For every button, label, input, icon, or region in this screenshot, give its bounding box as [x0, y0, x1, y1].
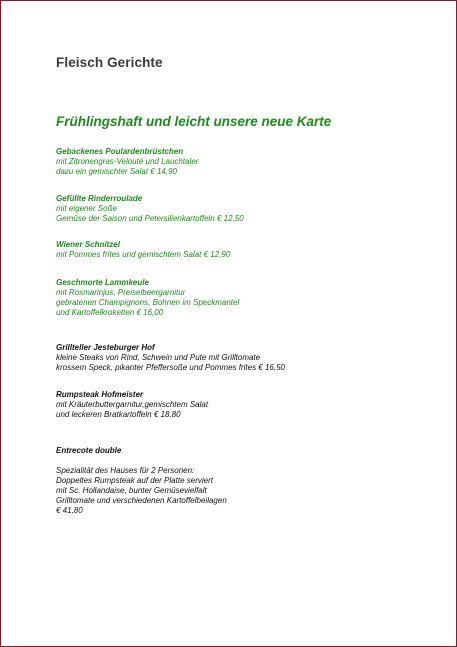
dish-description: mit Pommes frites und gemischtem Salat € 12,90 [56, 250, 231, 259]
dish-description: Gemüse der Saison und Petersilienkartoffeln € 12,50 [56, 214, 244, 223]
dish-grillteller [56, 343, 285, 373]
dish-entrecote [56, 446, 227, 516]
dish-name: Entrecote double [56, 446, 122, 455]
dish-rumpsteak [56, 390, 208, 420]
dish-name: Geschmorte Lammkeule [56, 278, 149, 287]
dish-poulardenbruestchen [56, 147, 198, 177]
dish-description: mit Rosmarinjus, Preiselbeergarnitur [56, 288, 186, 297]
dish-description: und leckeren Bratkartoffeln € 18,80 [56, 410, 181, 419]
dish-description: Spezialität des Hauses für 2 Personen: [56, 466, 195, 475]
dish-name: Grillteller Jesteburger Hof [56, 343, 155, 352]
dish-description: krossem Speck, pikanter Pfeffersoße und Pommes frites € 16,50 [56, 363, 285, 372]
dish-wiener-schnitzel [56, 240, 230, 260]
dish-description: dazu ein gemischter Salat € 14,90 [56, 167, 177, 176]
page-heading: Fleisch Gerichte [56, 55, 163, 70]
dish-description: gebratenen Champignons, Bohnen im Speckmantel [56, 298, 240, 307]
dish-name: Gebackenes Poulardenbrüstchen [56, 147, 184, 156]
dish-name: Gefüllte Rinderroulade [56, 194, 143, 203]
dish-description: mit Zitronengras-Velouté und Lauchtaler [56, 157, 199, 166]
dish-lammkeule [56, 278, 239, 318]
dish-description: kleine Steaks von Rind, Schwein und Pute mit Grilltomate [56, 353, 261, 362]
dish-rinderroulade [56, 194, 244, 224]
dish-description: Grilltomate und verschiedenen Kartoffelbeilagen [56, 496, 227, 505]
dish-description: mit Sc. Hollandaise, bunter Gemüsevielfalt [56, 486, 207, 495]
page-subheading: Frühlingshaft und leicht unsere neue Karte [56, 114, 332, 129]
dish-description: Doppeltes Rumpsteak auf der Platte serviert [56, 476, 213, 485]
dish-description: und Kartoffelkroketten € 16,00 [56, 308, 164, 317]
dish-name: Wiener Schnitzel [56, 240, 120, 249]
dish-name: Rumpsteak Hofmeister [56, 390, 144, 399]
dish-description: mit Kräuterbuttergarnitur,gemischtem Salat [56, 400, 209, 409]
dish-description: mit eigener Soße [56, 204, 117, 213]
dish-price: € 41,80 [56, 506, 83, 515]
